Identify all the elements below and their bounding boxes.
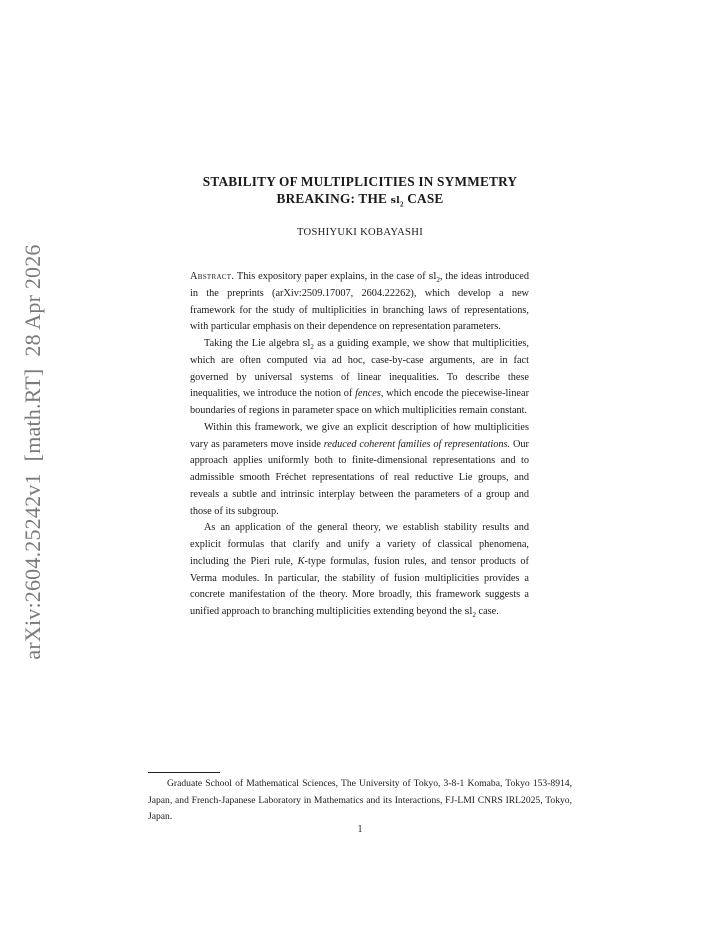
abstract [190,269,529,621]
abstract-paragraph-2 [190,336,529,420]
emphasis-coherent-families: reduced coherent families of representations. [323,438,511,450]
sl2-subscript: 2 [310,343,314,352]
sl2-symbol: sl [390,195,400,206]
abstract-text: case. [475,606,499,617]
abstract-heading: Abstract. [190,271,235,282]
abstract-text: Within this framework, we give an explicit description of how multiplicities vary as parameters move inside [190,421,529,450]
footnote-divider [148,772,220,773]
sl2-symbol: sl [428,271,437,282]
footnote [148,776,572,826]
arxiv-stamp [20,244,46,659]
abstract-text: , which encode the piecewise-linear boundaries of regions in parameter space on which multiplicities remain constant. [190,388,529,416]
emphasis-k: K [297,555,305,567]
paper-title [148,173,572,209]
abstract-text: , the ideas introduced in the preprints (arXiv:2509.17007, 2604.22262), which develop a new framework for the study of multiplicities in branching laws of representations, with particular emphasis on their dependence on representation parameters. [190,271,529,333]
sl2-symbol: sl [302,338,311,349]
page-number: 1 [357,824,363,835]
emphasis-fences: fences [355,388,381,400]
abstract-paragraph-4 [190,520,529,621]
sl2-subscript: 2 [399,200,404,209]
title-line-2-prefix: BREAKING: THE [276,191,391,206]
abstract-text: As an application of the general theory, we establish stability results and explicit formulas that clarify and unify a variety of classical phenomena, including the Pieri rule, [190,522,529,567]
sl2-subscript: 2 [472,611,476,620]
title-line-2-suffix: CASE [403,191,444,206]
title-line-2 [148,190,572,209]
abstract-paragraph-1 [190,269,529,336]
arxiv-date: 28 Apr 2026 [20,244,45,357]
title-line-1: STABILITY OF MULTIPLICITIES IN SYMMETRY [202,174,518,189]
abstract-text: Taking the Lie algebra [204,338,303,349]
abstract-text: -type formulas, fusion rules, and tensor products of Verma modules. In particular, the stability of fusion multiplicities provides a concrete manifestation of the theory. More broadly, this framework suggests a unified approach to branching multiplicities extending beyond the [190,555,529,617]
author-name: TOSHIYUKI KOBAYASHI [296,227,424,238]
sl2-subscript: 2 [436,276,440,285]
footnote-affiliation: Graduate School of Mathematical Sciences, The University of Tokyo, 3-8-1 Komaba, Tokyo 153-8914, Japan, and French-Japanese Laboratory in Mathematics and its Interactions, FJ-LMI CNRS IRL2025, Tokyo, Japan. [148,778,572,822]
sl2-symbol: sl [464,606,473,617]
abstract-paragraph-3 [190,420,529,521]
abstract-text: as a guiding example, we show that multiplicities, which are often computed via ad hoc, case-by-case arguments, are in fact governed by universal systems of linear inequalities. To describe these inequalities, we introduce the notion of [190,338,529,400]
arxiv-category: [math.RT] [20,368,45,462]
abstract-text: This expository paper explains, in the case of [234,271,429,282]
abstract-text: Our approach applies uniformly both to finite-dimensional representations and to admissible smooth Fréchet representations of real reductive Lie groups, and reveals a subtle and intrinsic interplay between the parameters of a group and those of its subgroup. [190,438,529,517]
arxiv-id: arXiv:2604.25242v1 [20,473,45,660]
